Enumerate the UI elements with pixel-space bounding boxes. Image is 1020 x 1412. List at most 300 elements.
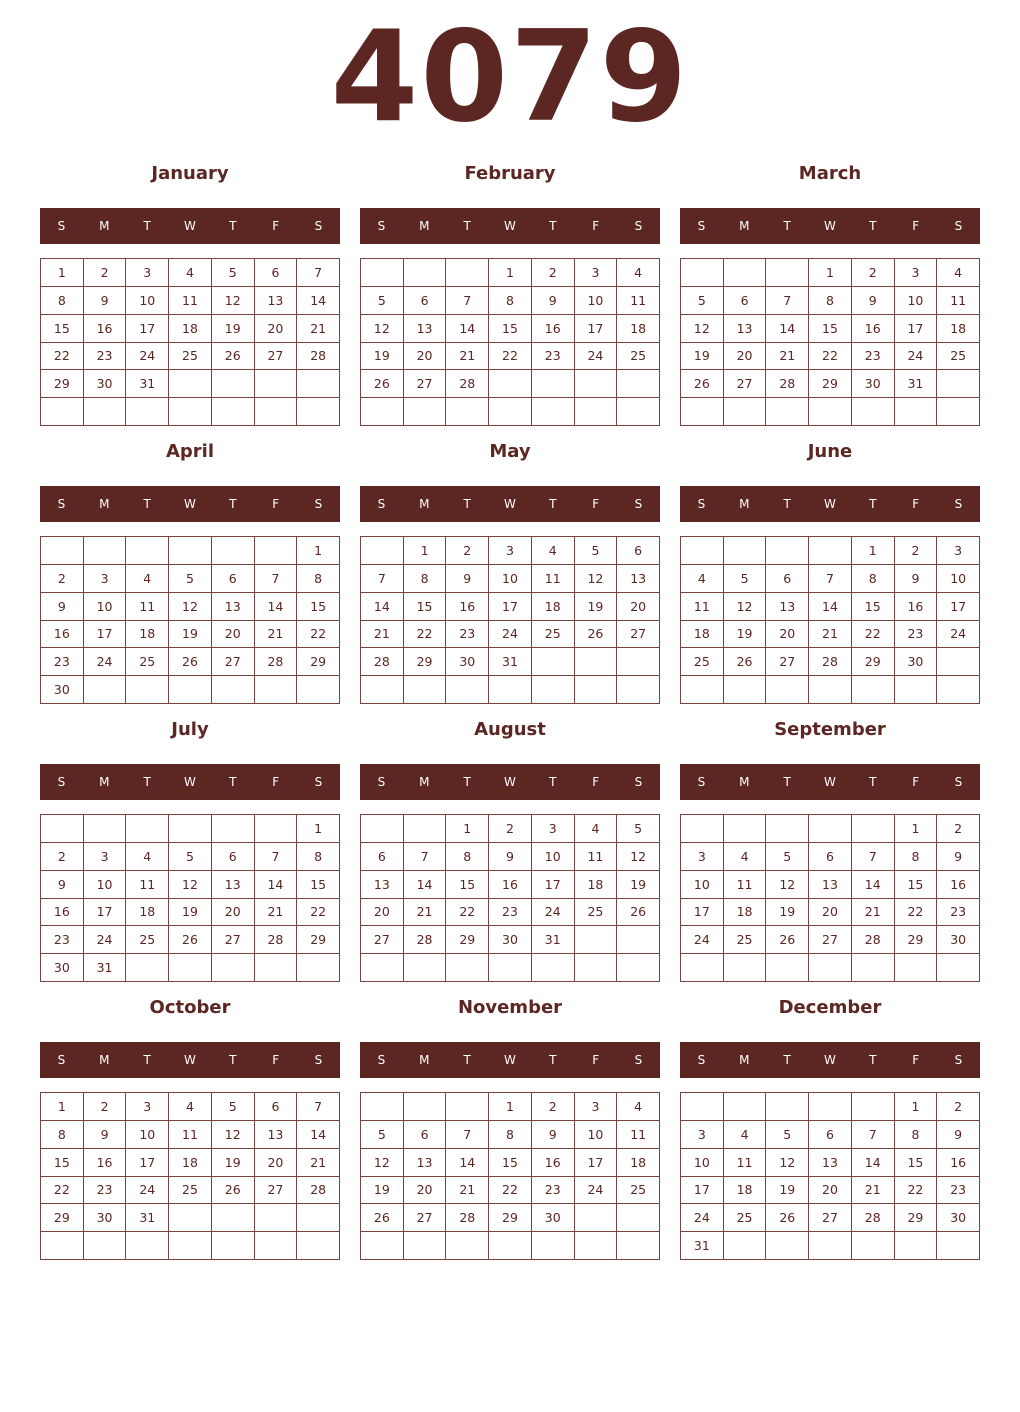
day-cell[interactable]: 4 bbox=[126, 565, 169, 593]
day-cell[interactable]: 28 bbox=[255, 926, 298, 954]
day-cell[interactable]: 27 bbox=[809, 1204, 852, 1232]
day-cell[interactable]: 25 bbox=[126, 648, 169, 676]
day-cell[interactable]: 14 bbox=[809, 593, 852, 621]
day-cell[interactable]: 27 bbox=[724, 370, 767, 398]
day-cell[interactable]: 29 bbox=[297, 926, 340, 954]
day-cell[interactable]: 25 bbox=[724, 926, 767, 954]
day-cell[interactable]: 23 bbox=[937, 1177, 980, 1205]
day-cell[interactable]: 12 bbox=[617, 843, 660, 871]
day-cell[interactable]: 18 bbox=[126, 899, 169, 927]
day-cell[interactable]: 10 bbox=[489, 565, 532, 593]
day-cell[interactable]: 18 bbox=[617, 1149, 660, 1177]
day-cell[interactable]: 18 bbox=[724, 1177, 767, 1205]
day-cell[interactable]: 1 bbox=[489, 259, 532, 287]
day-cell[interactable]: 5 bbox=[766, 1121, 809, 1149]
day-cell[interactable]: 21 bbox=[852, 1177, 895, 1205]
day-cell[interactable]: 13 bbox=[212, 871, 255, 899]
day-cell[interactable]: 21 bbox=[446, 1177, 489, 1205]
day-cell[interactable]: 26 bbox=[212, 343, 255, 371]
day-cell[interactable]: 29 bbox=[404, 648, 447, 676]
day-cell[interactable]: 25 bbox=[617, 1177, 660, 1205]
day-cell[interactable]: 2 bbox=[895, 537, 938, 565]
day-cell[interactable]: 24 bbox=[937, 621, 980, 649]
day-cell[interactable]: 29 bbox=[895, 1204, 938, 1232]
day-cell[interactable]: 2 bbox=[41, 565, 84, 593]
day-cell[interactable]: 16 bbox=[84, 1149, 127, 1177]
day-cell[interactable]: 7 bbox=[255, 565, 298, 593]
day-cell[interactable]: 19 bbox=[212, 315, 255, 343]
day-cell[interactable]: 21 bbox=[766, 343, 809, 371]
day-cell[interactable]: 30 bbox=[937, 926, 980, 954]
day-cell[interactable]: 25 bbox=[126, 926, 169, 954]
day-cell[interactable]: 30 bbox=[532, 1204, 575, 1232]
day-cell[interactable]: 26 bbox=[169, 926, 212, 954]
day-cell[interactable]: 16 bbox=[41, 621, 84, 649]
day-cell[interactable]: 1 bbox=[41, 1093, 84, 1121]
day-cell[interactable]: 9 bbox=[937, 843, 980, 871]
day-cell[interactable]: 26 bbox=[575, 621, 618, 649]
day-cell[interactable]: 7 bbox=[404, 843, 447, 871]
day-cell[interactable]: 14 bbox=[255, 871, 298, 899]
day-cell[interactable]: 2 bbox=[532, 1093, 575, 1121]
day-cell[interactable]: 23 bbox=[532, 1177, 575, 1205]
day-cell[interactable]: 9 bbox=[41, 593, 84, 621]
day-cell[interactable]: 10 bbox=[532, 843, 575, 871]
day-cell[interactable]: 1 bbox=[404, 537, 447, 565]
day-cell[interactable]: 7 bbox=[809, 565, 852, 593]
day-cell[interactable]: 13 bbox=[404, 1149, 447, 1177]
day-cell[interactable]: 24 bbox=[575, 343, 618, 371]
day-cell[interactable]: 22 bbox=[297, 899, 340, 927]
day-cell[interactable]: 14 bbox=[255, 593, 298, 621]
day-cell[interactable]: 13 bbox=[617, 565, 660, 593]
day-cell[interactable]: 15 bbox=[895, 1149, 938, 1177]
day-cell[interactable]: 6 bbox=[766, 565, 809, 593]
day-cell[interactable]: 26 bbox=[681, 370, 724, 398]
day-cell[interactable]: 11 bbox=[169, 1121, 212, 1149]
day-cell[interactable]: 9 bbox=[41, 871, 84, 899]
day-cell[interactable]: 20 bbox=[617, 593, 660, 621]
day-cell[interactable]: 19 bbox=[724, 621, 767, 649]
day-cell[interactable]: 27 bbox=[404, 1204, 447, 1232]
day-cell[interactable]: 26 bbox=[766, 1204, 809, 1232]
day-cell[interactable]: 7 bbox=[446, 1121, 489, 1149]
day-cell[interactable]: 16 bbox=[532, 315, 575, 343]
day-cell[interactable]: 12 bbox=[212, 287, 255, 315]
day-cell[interactable]: 20 bbox=[255, 315, 298, 343]
day-cell[interactable]: 21 bbox=[297, 1149, 340, 1177]
day-cell[interactable]: 30 bbox=[852, 370, 895, 398]
day-cell[interactable]: 16 bbox=[937, 1149, 980, 1177]
day-cell[interactable]: 16 bbox=[41, 899, 84, 927]
day-cell[interactable]: 24 bbox=[681, 1204, 724, 1232]
day-cell[interactable]: 20 bbox=[404, 1177, 447, 1205]
day-cell[interactable]: 20 bbox=[404, 343, 447, 371]
day-cell[interactable]: 22 bbox=[489, 1177, 532, 1205]
day-cell[interactable]: 16 bbox=[895, 593, 938, 621]
day-cell[interactable]: 15 bbox=[41, 315, 84, 343]
day-cell[interactable]: 28 bbox=[361, 648, 404, 676]
day-cell[interactable]: 26 bbox=[212, 1177, 255, 1205]
day-cell[interactable]: 19 bbox=[681, 343, 724, 371]
day-cell[interactable]: 18 bbox=[681, 621, 724, 649]
day-cell[interactable]: 19 bbox=[575, 593, 618, 621]
day-cell[interactable]: 11 bbox=[532, 565, 575, 593]
day-cell[interactable]: 17 bbox=[489, 593, 532, 621]
day-cell[interactable]: 3 bbox=[532, 815, 575, 843]
day-cell[interactable]: 31 bbox=[489, 648, 532, 676]
day-cell[interactable]: 15 bbox=[41, 1149, 84, 1177]
day-cell[interactable]: 28 bbox=[766, 370, 809, 398]
day-cell[interactable]: 13 bbox=[766, 593, 809, 621]
day-cell[interactable]: 6 bbox=[404, 287, 447, 315]
day-cell[interactable]: 3 bbox=[84, 843, 127, 871]
day-cell[interactable]: 14 bbox=[766, 315, 809, 343]
day-cell[interactable]: 7 bbox=[852, 1121, 895, 1149]
day-cell[interactable]: 27 bbox=[255, 1177, 298, 1205]
day-cell[interactable]: 23 bbox=[84, 1177, 127, 1205]
day-cell[interactable]: 19 bbox=[212, 1149, 255, 1177]
day-cell[interactable]: 3 bbox=[84, 565, 127, 593]
day-cell[interactable]: 25 bbox=[681, 648, 724, 676]
day-cell[interactable]: 25 bbox=[724, 1204, 767, 1232]
day-cell[interactable]: 3 bbox=[575, 259, 618, 287]
day-cell[interactable]: 27 bbox=[255, 343, 298, 371]
day-cell[interactable]: 24 bbox=[895, 343, 938, 371]
day-cell[interactable]: 13 bbox=[255, 287, 298, 315]
day-cell[interactable]: 13 bbox=[212, 593, 255, 621]
day-cell[interactable]: 23 bbox=[852, 343, 895, 371]
day-cell[interactable]: 26 bbox=[766, 926, 809, 954]
day-cell[interactable]: 24 bbox=[84, 648, 127, 676]
day-cell[interactable]: 28 bbox=[446, 370, 489, 398]
day-cell[interactable]: 8 bbox=[297, 843, 340, 871]
day-cell[interactable]: 12 bbox=[361, 315, 404, 343]
day-cell[interactable]: 11 bbox=[617, 1121, 660, 1149]
day-cell[interactable]: 27 bbox=[212, 926, 255, 954]
day-cell[interactable]: 3 bbox=[937, 537, 980, 565]
day-cell[interactable]: 15 bbox=[404, 593, 447, 621]
day-cell[interactable]: 17 bbox=[895, 315, 938, 343]
day-cell[interactable]: 10 bbox=[84, 871, 127, 899]
day-cell[interactable]: 17 bbox=[126, 315, 169, 343]
day-cell[interactable]: 25 bbox=[169, 343, 212, 371]
day-cell[interactable]: 6 bbox=[212, 565, 255, 593]
day-cell[interactable]: 25 bbox=[532, 621, 575, 649]
day-cell[interactable]: 30 bbox=[937, 1204, 980, 1232]
day-cell[interactable]: 18 bbox=[937, 315, 980, 343]
day-cell[interactable]: 12 bbox=[766, 1149, 809, 1177]
day-cell[interactable]: 5 bbox=[575, 537, 618, 565]
day-cell[interactable]: 5 bbox=[617, 815, 660, 843]
day-cell[interactable]: 17 bbox=[575, 1149, 618, 1177]
day-cell[interactable]: 8 bbox=[446, 843, 489, 871]
day-cell[interactable]: 8 bbox=[852, 565, 895, 593]
day-cell[interactable]: 11 bbox=[937, 287, 980, 315]
day-cell[interactable]: 28 bbox=[255, 648, 298, 676]
day-cell[interactable]: 27 bbox=[212, 648, 255, 676]
day-cell[interactable]: 10 bbox=[126, 287, 169, 315]
day-cell[interactable]: 25 bbox=[617, 343, 660, 371]
day-cell[interactable]: 1 bbox=[297, 815, 340, 843]
day-cell[interactable]: 28 bbox=[297, 343, 340, 371]
day-cell[interactable]: 29 bbox=[41, 1204, 84, 1232]
day-cell[interactable]: 31 bbox=[126, 370, 169, 398]
day-cell[interactable]: 28 bbox=[446, 1204, 489, 1232]
day-cell[interactable]: 31 bbox=[126, 1204, 169, 1232]
day-cell[interactable]: 20 bbox=[766, 621, 809, 649]
day-cell[interactable]: 14 bbox=[404, 871, 447, 899]
day-cell[interactable]: 9 bbox=[895, 565, 938, 593]
day-cell[interactable]: 7 bbox=[446, 287, 489, 315]
day-cell[interactable]: 24 bbox=[84, 926, 127, 954]
day-cell[interactable]: 6 bbox=[212, 843, 255, 871]
day-cell[interactable]: 6 bbox=[617, 537, 660, 565]
day-cell[interactable]: 15 bbox=[446, 871, 489, 899]
day-cell[interactable]: 21 bbox=[255, 899, 298, 927]
day-cell[interactable]: 20 bbox=[212, 899, 255, 927]
day-cell[interactable]: 28 bbox=[852, 926, 895, 954]
day-cell[interactable]: 28 bbox=[297, 1177, 340, 1205]
day-cell[interactable]: 5 bbox=[169, 565, 212, 593]
day-cell[interactable]: 7 bbox=[297, 1093, 340, 1121]
day-cell[interactable]: 2 bbox=[937, 1093, 980, 1121]
day-cell[interactable]: 9 bbox=[446, 565, 489, 593]
day-cell[interactable]: 12 bbox=[169, 593, 212, 621]
day-cell[interactable]: 31 bbox=[895, 370, 938, 398]
day-cell[interactable]: 16 bbox=[489, 871, 532, 899]
day-cell[interactable]: 22 bbox=[895, 899, 938, 927]
day-cell[interactable]: 9 bbox=[84, 1121, 127, 1149]
day-cell[interactable]: 30 bbox=[84, 1204, 127, 1232]
day-cell[interactable]: 27 bbox=[766, 648, 809, 676]
day-cell[interactable]: 24 bbox=[489, 621, 532, 649]
day-cell[interactable]: 3 bbox=[895, 259, 938, 287]
day-cell[interactable]: 8 bbox=[41, 287, 84, 315]
day-cell[interactable]: 10 bbox=[575, 287, 618, 315]
day-cell[interactable]: 16 bbox=[937, 871, 980, 899]
day-cell[interactable]: 17 bbox=[575, 315, 618, 343]
day-cell[interactable]: 30 bbox=[446, 648, 489, 676]
day-cell[interactable]: 11 bbox=[575, 843, 618, 871]
day-cell[interactable]: 5 bbox=[169, 843, 212, 871]
day-cell[interactable]: 23 bbox=[84, 343, 127, 371]
day-cell[interactable]: 21 bbox=[404, 899, 447, 927]
day-cell[interactable]: 4 bbox=[724, 843, 767, 871]
day-cell[interactable]: 15 bbox=[489, 315, 532, 343]
day-cell[interactable]: 30 bbox=[41, 954, 84, 982]
day-cell[interactable]: 21 bbox=[446, 343, 489, 371]
day-cell[interactable]: 8 bbox=[809, 287, 852, 315]
day-cell[interactable]: 4 bbox=[617, 1093, 660, 1121]
day-cell[interactable]: 17 bbox=[126, 1149, 169, 1177]
day-cell[interactable]: 11 bbox=[126, 593, 169, 621]
day-cell[interactable]: 4 bbox=[937, 259, 980, 287]
day-cell[interactable]: 8 bbox=[489, 287, 532, 315]
day-cell[interactable]: 24 bbox=[126, 343, 169, 371]
day-cell[interactable]: 14 bbox=[446, 1149, 489, 1177]
day-cell[interactable]: 24 bbox=[532, 899, 575, 927]
day-cell[interactable]: 7 bbox=[361, 565, 404, 593]
day-cell[interactable]: 26 bbox=[617, 899, 660, 927]
day-cell[interactable]: 19 bbox=[766, 1177, 809, 1205]
day-cell[interactable]: 29 bbox=[489, 1204, 532, 1232]
day-cell[interactable]: 20 bbox=[212, 621, 255, 649]
day-cell[interactable]: 2 bbox=[41, 843, 84, 871]
day-cell[interactable]: 16 bbox=[446, 593, 489, 621]
day-cell[interactable]: 18 bbox=[724, 899, 767, 927]
day-cell[interactable]: 5 bbox=[766, 843, 809, 871]
day-cell[interactable]: 25 bbox=[937, 343, 980, 371]
day-cell[interactable]: 7 bbox=[766, 287, 809, 315]
day-cell[interactable]: 21 bbox=[852, 899, 895, 927]
day-cell[interactable]: 26 bbox=[361, 1204, 404, 1232]
day-cell[interactable]: 22 bbox=[489, 343, 532, 371]
day-cell[interactable]: 23 bbox=[532, 343, 575, 371]
day-cell[interactable]: 14 bbox=[297, 1121, 340, 1149]
day-cell[interactable]: 9 bbox=[489, 843, 532, 871]
day-cell[interactable]: 19 bbox=[169, 899, 212, 927]
day-cell[interactable]: 8 bbox=[404, 565, 447, 593]
day-cell[interactable]: 19 bbox=[617, 871, 660, 899]
day-cell[interactable]: 1 bbox=[895, 1093, 938, 1121]
day-cell[interactable]: 6 bbox=[724, 287, 767, 315]
day-cell[interactable]: 9 bbox=[532, 287, 575, 315]
day-cell[interactable]: 29 bbox=[895, 926, 938, 954]
day-cell[interactable]: 23 bbox=[489, 899, 532, 927]
day-cell[interactable]: 26 bbox=[361, 370, 404, 398]
day-cell[interactable]: 17 bbox=[937, 593, 980, 621]
day-cell[interactable]: 13 bbox=[724, 315, 767, 343]
day-cell[interactable]: 19 bbox=[766, 899, 809, 927]
day-cell[interactable]: 18 bbox=[169, 315, 212, 343]
day-cell[interactable]: 4 bbox=[532, 537, 575, 565]
day-cell[interactable]: 13 bbox=[404, 315, 447, 343]
day-cell[interactable]: 22 bbox=[446, 899, 489, 927]
day-cell[interactable]: 30 bbox=[84, 370, 127, 398]
day-cell[interactable]: 30 bbox=[489, 926, 532, 954]
day-cell[interactable]: 24 bbox=[575, 1177, 618, 1205]
day-cell[interactable]: 30 bbox=[41, 676, 84, 704]
day-cell[interactable]: 29 bbox=[809, 370, 852, 398]
day-cell[interactable]: 16 bbox=[852, 315, 895, 343]
day-cell[interactable]: 14 bbox=[446, 315, 489, 343]
day-cell[interactable]: 6 bbox=[809, 1121, 852, 1149]
day-cell[interactable]: 27 bbox=[809, 926, 852, 954]
day-cell[interactable]: 28 bbox=[404, 926, 447, 954]
day-cell[interactable]: 17 bbox=[681, 1177, 724, 1205]
day-cell[interactable]: 3 bbox=[126, 259, 169, 287]
day-cell[interactable]: 5 bbox=[361, 1121, 404, 1149]
day-cell[interactable]: 23 bbox=[41, 926, 84, 954]
day-cell[interactable]: 21 bbox=[255, 621, 298, 649]
day-cell[interactable]: 12 bbox=[212, 1121, 255, 1149]
day-cell[interactable]: 10 bbox=[681, 1149, 724, 1177]
day-cell[interactable]: 3 bbox=[575, 1093, 618, 1121]
day-cell[interactable]: 15 bbox=[895, 871, 938, 899]
day-cell[interactable]: 22 bbox=[895, 1177, 938, 1205]
day-cell[interactable]: 27 bbox=[361, 926, 404, 954]
day-cell[interactable]: 8 bbox=[41, 1121, 84, 1149]
day-cell[interactable]: 23 bbox=[41, 648, 84, 676]
day-cell[interactable]: 21 bbox=[809, 621, 852, 649]
day-cell[interactable]: 13 bbox=[361, 871, 404, 899]
day-cell[interactable]: 26 bbox=[169, 648, 212, 676]
day-cell[interactable]: 25 bbox=[169, 1177, 212, 1205]
day-cell[interactable]: 27 bbox=[617, 621, 660, 649]
day-cell[interactable]: 9 bbox=[852, 287, 895, 315]
day-cell[interactable]: 7 bbox=[297, 259, 340, 287]
day-cell[interactable]: 7 bbox=[255, 843, 298, 871]
day-cell[interactable]: 21 bbox=[297, 315, 340, 343]
day-cell[interactable]: 24 bbox=[681, 926, 724, 954]
day-cell[interactable]: 29 bbox=[41, 370, 84, 398]
day-cell[interactable]: 22 bbox=[297, 621, 340, 649]
day-cell[interactable]: 1 bbox=[852, 537, 895, 565]
day-cell[interactable]: 4 bbox=[126, 843, 169, 871]
day-cell[interactable]: 12 bbox=[766, 871, 809, 899]
day-cell[interactable]: 17 bbox=[84, 621, 127, 649]
day-cell[interactable]: 1 bbox=[41, 259, 84, 287]
day-cell[interactable]: 23 bbox=[937, 899, 980, 927]
day-cell[interactable]: 14 bbox=[852, 871, 895, 899]
day-cell[interactable]: 2 bbox=[446, 537, 489, 565]
day-cell[interactable]: 28 bbox=[852, 1204, 895, 1232]
day-cell[interactable]: 11 bbox=[724, 1149, 767, 1177]
day-cell[interactable]: 5 bbox=[724, 565, 767, 593]
day-cell[interactable]: 11 bbox=[169, 287, 212, 315]
day-cell[interactable]: 10 bbox=[681, 871, 724, 899]
day-cell[interactable]: 16 bbox=[532, 1149, 575, 1177]
day-cell[interactable]: 4 bbox=[575, 815, 618, 843]
day-cell[interactable]: 2 bbox=[532, 259, 575, 287]
day-cell[interactable]: 2 bbox=[84, 1093, 127, 1121]
day-cell[interactable]: 31 bbox=[681, 1232, 724, 1260]
day-cell[interactable]: 4 bbox=[169, 259, 212, 287]
day-cell[interactable]: 22 bbox=[809, 343, 852, 371]
day-cell[interactable]: 13 bbox=[809, 871, 852, 899]
day-cell[interactable]: 8 bbox=[895, 1121, 938, 1149]
day-cell[interactable]: 1 bbox=[297, 537, 340, 565]
day-cell[interactable]: 2 bbox=[84, 259, 127, 287]
day-cell[interactable]: 14 bbox=[297, 287, 340, 315]
day-cell[interactable]: 20 bbox=[809, 899, 852, 927]
day-cell[interactable]: 23 bbox=[446, 621, 489, 649]
day-cell[interactable]: 18 bbox=[617, 315, 660, 343]
day-cell[interactable]: 20 bbox=[255, 1149, 298, 1177]
day-cell[interactable]: 20 bbox=[809, 1177, 852, 1205]
day-cell[interactable]: 18 bbox=[169, 1149, 212, 1177]
day-cell[interactable]: 29 bbox=[297, 648, 340, 676]
day-cell[interactable]: 12 bbox=[575, 565, 618, 593]
day-cell[interactable]: 27 bbox=[404, 370, 447, 398]
day-cell[interactable]: 5 bbox=[212, 259, 255, 287]
day-cell[interactable]: 24 bbox=[126, 1177, 169, 1205]
day-cell[interactable]: 9 bbox=[937, 1121, 980, 1149]
day-cell[interactable]: 29 bbox=[852, 648, 895, 676]
day-cell[interactable]: 20 bbox=[724, 343, 767, 371]
day-cell[interactable]: 8 bbox=[895, 843, 938, 871]
day-cell[interactable]: 22 bbox=[852, 621, 895, 649]
day-cell[interactable]: 11 bbox=[126, 871, 169, 899]
day-cell[interactable]: 7 bbox=[852, 843, 895, 871]
day-cell[interactable]: 13 bbox=[809, 1149, 852, 1177]
day-cell[interactable]: 1 bbox=[446, 815, 489, 843]
day-cell[interactable]: 20 bbox=[361, 899, 404, 927]
day-cell[interactable]: 21 bbox=[361, 621, 404, 649]
day-cell[interactable]: 10 bbox=[126, 1121, 169, 1149]
day-cell[interactable]: 12 bbox=[681, 315, 724, 343]
